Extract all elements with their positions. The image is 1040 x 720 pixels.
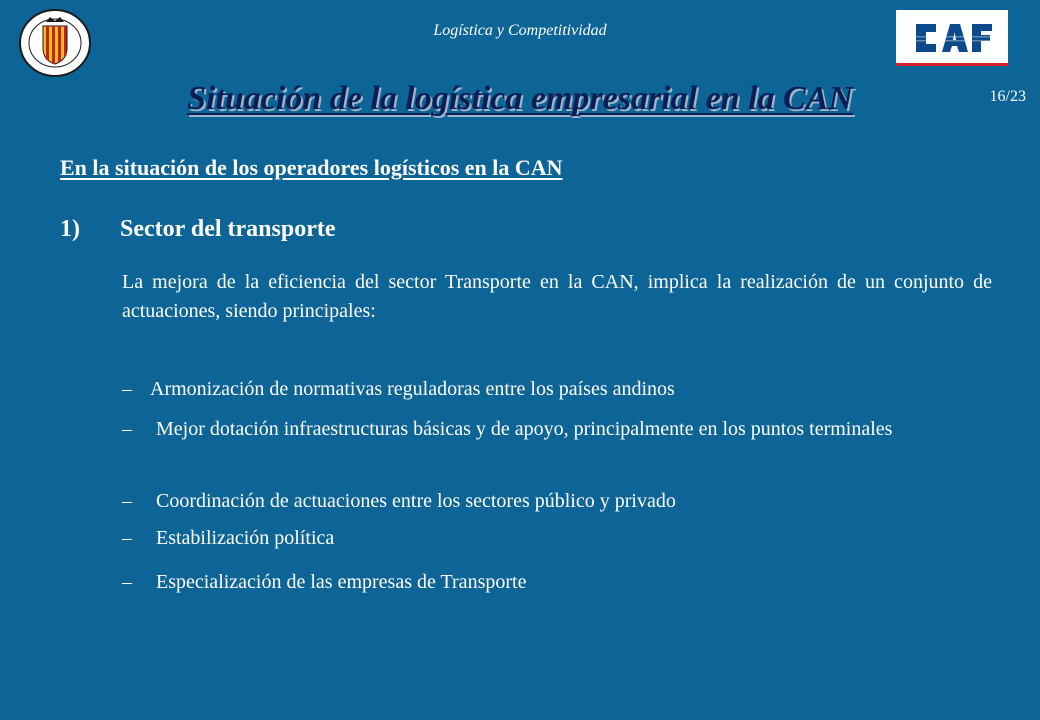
caf-logo bbox=[896, 10, 1008, 66]
header-title: Logística y Competitividad bbox=[433, 22, 607, 39]
bullet-item bbox=[122, 487, 992, 515]
intro-paragraph: La mejora de la eficiencia del sector Transporte en la CAN, implica la realización de un conjunto de actuaciones, siendo principales: bbox=[122, 271, 992, 322]
bullet-dash: – bbox=[122, 378, 132, 400]
university-seal-logo bbox=[18, 8, 92, 78]
bullet-item bbox=[122, 375, 992, 403]
bullet-item bbox=[122, 524, 992, 552]
logo-red-stripe bbox=[896, 63, 1008, 66]
bullet-text: Coordinación de actuaciones entre los sectores público y privado bbox=[156, 490, 676, 512]
bullet-text: Mejor dotación infraestructuras básicas y de apoyo, principalmente en los puntos terminales bbox=[156, 418, 893, 440]
bullet-dash: – bbox=[122, 418, 132, 440]
bullet-item bbox=[122, 415, 992, 443]
bullet-item bbox=[122, 568, 992, 596]
bullet-dash: – bbox=[122, 490, 132, 512]
item-number: 1) bbox=[60, 216, 80, 242]
item-heading: Sector del transporte bbox=[120, 216, 336, 242]
section-heading: En la situación de los operadores logísticos en la CAN bbox=[60, 155, 563, 180]
bullet-text: Estabilización política bbox=[156, 527, 335, 549]
page-number: 16/23 bbox=[989, 88, 1026, 105]
bullet-text: Armonización de normativas reguladoras entre los países andinos bbox=[150, 378, 675, 400]
bullet-dash: – bbox=[122, 571, 132, 593]
slide-title: Situación de la logística empresarial en la CAN bbox=[187, 80, 853, 117]
bullet-dash: – bbox=[122, 527, 132, 549]
bullet-text: Especialización de las empresas de Transporte bbox=[156, 571, 527, 593]
